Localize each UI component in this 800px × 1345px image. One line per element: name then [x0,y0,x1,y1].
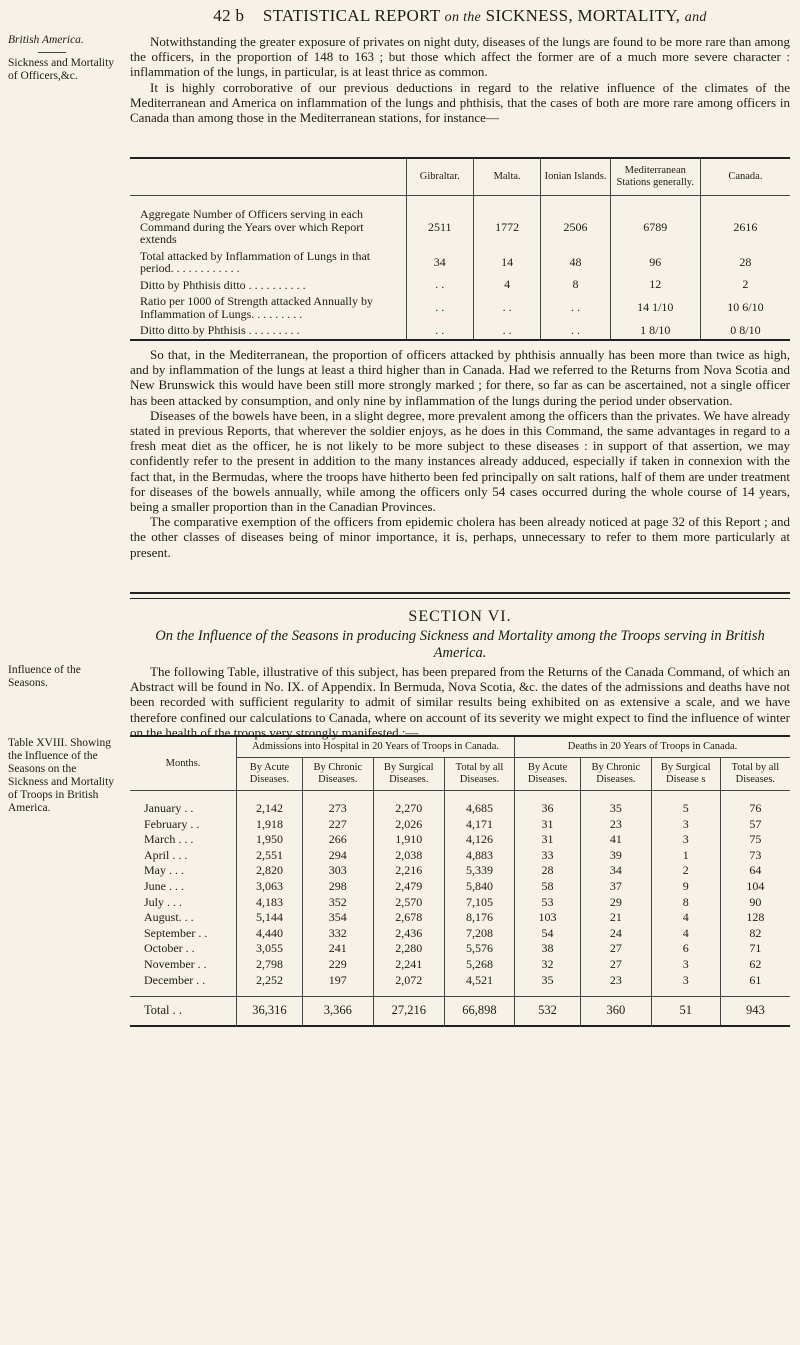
table-cell: 3 [651,832,720,848]
table2-sub-deaths-total: Total by all Diseases. [720,758,790,791]
table-cell: 4,183 [237,895,303,911]
total-cell: 66,898 [444,997,514,1026]
table-cell: 37 [581,879,652,895]
table1-corner [130,158,406,196]
table-cell: 31 [515,832,581,848]
table2-sub-acute: By Acute Diseases. [237,758,303,791]
table-cell: 33 [515,848,581,864]
table-cell: 294 [302,848,373,864]
table-cell: 54 [515,926,581,942]
table-cell: 1 [651,848,720,864]
table-cell: 5 [651,791,720,817]
paragraph-4: Diseases of the bowels have been, in a slight degree, more prevalent among the officers than the privates. We have already stated in previous Reports, that wherever the soldier enjoys, as he does in this Command, the same advantages in regard to a fresh meat diet as the officer, he is not likely to be more subject to these diseases : in support of that assertion, we may confidently refer to the present in addition to the many instances already adduced, especially if taken in connexion with the fact that, in the Bermudas, where the troops have hitherto been fed principally on salt rations, half of them are under treatment for diseases of the bowels annually, while among the officers only 54 cases occurred during the whole course of 14 years, being a smaller proportion than in the Canadian Provinces. [130,407,790,515]
running-header [130,6,790,26]
table-cell: 1,910 [373,832,444,848]
table-cell: 2616 [700,196,790,248]
table-cell: 41 [581,832,652,848]
margin-note-table18: Table XVIII. Showing the Influence of the Seasons on the Sickness and Mortality of Troops in British America. [8,737,115,814]
table-cell: . . [541,322,610,340]
table2-sub-deaths-chronic: By Chronic Diseases. [581,758,652,791]
table-cell: 197 [302,973,373,997]
paragraph-2: It is highly corroborative of our previous deductions in regard to the relative influence of the climates of the Mediterranean and America on inflammation of the lungs and phthisis, that the cases of both are more rare among officers in Canada than among those in the Mediterranean stations, for instance— [130,79,790,126]
month-label: March . . . [144,832,194,847]
margin-dash [38,52,66,53]
margin-note-officers: Sickness and Mortality of Officers,&c. [8,57,115,82]
section-para: The following Table, illustrative of this subject, has been prepared from the Returns of the Canada Command, of which an Abstract will be found in No. IX. of Appendix. In Bermuda, Nova Scotia, &c. the dates of the admissions and deaths have not been recorded with sufficient regularity to admit of similar results being exhibited on as extensive a scale, and we have therefore confined our calculations to Canada, where on account of its severity we might expect to find the influence of winter on the health of the troops very strongly manifested :— [130,664,790,740]
table-cell: 1,950 [237,832,303,848]
table-cell: 38 [515,941,581,957]
table-cell: 61 [720,973,790,997]
row-label: Ditto ditto by Phthisis . . . . . . . . . [140,323,300,337]
table1-header-canada: Canada. [700,158,790,196]
table-cell: 64 [720,863,790,879]
total-cell: 532 [515,997,581,1026]
table-cell: 2 [651,863,720,879]
table-row [130,791,790,817]
table-row [130,973,790,997]
table-cell: 48 [541,248,610,277]
table-cell: 2,072 [373,973,444,997]
table-cell: 8 [541,277,610,294]
table-row [130,863,790,879]
table-cell: 76 [720,791,790,817]
table-cell: 4,883 [444,848,514,864]
table-cell: 2511 [406,196,473,248]
table-cell: 3 [651,973,720,997]
table-cell: 3,055 [237,941,303,957]
table-cell: . . [541,293,610,322]
table-cell: 298 [302,879,373,895]
table-cell: 36 [515,791,581,817]
month-label: October . . [144,941,195,956]
table-cell: 6 [651,941,720,957]
table-cell: 4 [473,277,540,294]
month-label: May . . . [144,863,184,878]
month-label: December . . [144,972,206,987]
table-row [130,277,790,294]
table-cell: 8 [651,895,720,911]
total-label: Total . . [130,997,237,1026]
intro-paragraphs [130,34,790,125]
total-cell: 3,366 [302,997,373,1026]
table-cell: 273 [302,791,373,817]
table-cell: 90 [720,895,790,911]
table-cell: 96 [610,248,700,277]
table-cell: 75 [720,832,790,848]
total-row [130,997,790,1026]
table-cell: 104 [720,879,790,895]
table-cell: 35 [515,973,581,997]
table-cell: 2,241 [373,957,444,973]
table-row [130,817,790,833]
table-row [130,848,790,864]
table-cell: 29 [581,895,652,911]
total-cell: 51 [651,997,720,1026]
table-cell: 7,105 [444,895,514,911]
table-cell: 23 [581,973,652,997]
table-cell: 12 [610,277,700,294]
table-row [130,879,790,895]
table-cell: 2 [700,277,790,294]
table-cell: 352 [302,895,373,911]
table-cell: . . [473,322,540,340]
month-label: April . . . [144,847,188,862]
table-cell: 229 [302,957,373,973]
table2-deaths-header: Deaths in 20 Years of Troops in Canada. [515,736,790,758]
total-cell: 27,216 [373,997,444,1026]
table-cell: 4,171 [444,817,514,833]
month-label: July . . . [144,894,183,909]
table-cell: 82 [720,926,790,942]
table-cell: 4 [651,910,720,926]
table-row [130,322,790,340]
month-label: June . . . [144,878,184,893]
total-cell: 360 [581,997,652,1026]
table-cell: 34 [406,248,473,277]
row-label: Aggregate Number of Officers serving in each Command during the Years over which Report extends [140,207,364,246]
table1-header-mediterranean: Mediterranean Stations generally. [610,158,700,196]
table-cell: 57 [720,817,790,833]
table-row [130,957,790,973]
page-number: 42 b [213,6,245,25]
header-title-prefix: STATISTICAL REPORT [262,6,441,25]
margin-note-seasons: Influence of the Seasons. [8,664,81,689]
table-cell: 8,176 [444,910,514,926]
table-cell: 32 [515,957,581,973]
row-label: Ratio per 1000 of Strength attacked Annually by Inflammation of Lungs. . . . . . . . . [140,294,373,321]
row-label: Ditto by Phthisis ditto . . . . . . . . . . [140,277,306,292]
month-label: January . . [144,801,194,815]
table-cell: 73 [720,848,790,864]
table-cell: 2506 [541,196,610,248]
table-cell: 9 [651,879,720,895]
section-paragraph [130,664,790,740]
table-row [130,832,790,848]
table-cell: 2,142 [237,791,303,817]
table-cell: 2,038 [373,848,444,864]
table-cell: 332 [302,926,373,942]
table-cell: 39 [581,848,652,864]
table-cell: 2,436 [373,926,444,942]
section-title: SECTION VI. [408,608,512,625]
header-title-on: on the [444,10,482,25]
table-cell: 2,551 [237,848,303,864]
table-cell: 62 [720,957,790,973]
table-cell: 303 [302,863,373,879]
table-cell: 2,798 [237,957,303,973]
paragraph-3: So that, in the Mediterranean, the proportion of officers attacked by phthisis annually has been more than twice as high, and by inflammation of the lungs at least a third higher than in Canada. Had we referred to the Returns from Nova Scotia and New Brunswick this would have been still more strongly marked ; for there, so far as can be ascertained, not a single officer has been attacked by consumption, and only nine by inflammation of the lungs during the period under observation. [130,347,790,408]
table-cell: 128 [720,910,790,926]
table-cell: 21 [581,910,652,926]
paragraph-5: The comparative exemption of the officers from epidemic cholera has been already noticed at page 32 of this Report ; and the other classes of diseases being of minor importance, it is, perhaps, unnecessary to refer to them more particularly at present. [130,514,790,560]
officers-comparison-table [130,157,790,341]
month-label: September . . [144,925,208,940]
table-cell: 5,144 [237,910,303,926]
table-cell: . . [473,293,540,322]
month-label: February . . [144,816,200,831]
table-cell: 1 8/10 [610,322,700,340]
table-cell: 2,216 [373,863,444,879]
table-cell: 3,063 [237,879,303,895]
table-cell: 266 [302,832,373,848]
table1-header-ionian: Ionian Islands. [541,158,610,196]
table-row [130,895,790,911]
table-cell: 3 [651,817,720,833]
table-cell: 71 [720,941,790,957]
table-cell: 4,685 [444,791,514,817]
table-cell: 58 [515,879,581,895]
table-cell: 14 1/10 [610,293,700,322]
month-label: November . . [144,956,207,971]
table1-header-malta: Malta. [473,158,540,196]
table-cell: 354 [302,910,373,926]
row-label: Total attacked by Inflammation of Lungs in that period. . . . . . . . . . . . [140,248,371,275]
total-cell: 36,316 [237,997,303,1026]
table2-sub-surgical: By Surgical Diseases. [373,758,444,791]
table-cell: 5,339 [444,863,514,879]
table-cell: 1,918 [237,817,303,833]
discussion-paragraphs [130,347,790,560]
paragraph-1: Notwithstanding the greater exposure of privates on night duty, diseases of the lungs are found to be more rare than among the officers, in the proportion of 148 to 163 ; but those which affect the former are of a much more severe character : inflammation of the lungs, in particular, is at least thrice as common. [130,34,790,80]
table-cell: 5,840 [444,879,514,895]
table-cell: 53 [515,895,581,911]
table-cell: 6789 [610,196,700,248]
table-cell: 5,268 [444,957,514,973]
table-row [130,926,790,942]
table2-admissions-header: Admissions into Hospital in 20 Years of Troops in Canada. [237,736,515,758]
margin-region: British America. [8,34,84,46]
table-cell: 2,479 [373,879,444,895]
table-cell: 2,270 [373,791,444,817]
table-cell: 23 [581,817,652,833]
table2-months-header: Months. [130,736,237,791]
table-cell: 14 [473,248,540,277]
table-cell: . . [406,277,473,294]
table-row [130,910,790,926]
table-row [130,293,790,322]
table-cell: . . [406,293,473,322]
table-cell: 28 [700,248,790,277]
table-cell: 4 [651,926,720,942]
header-title-main: SICKNESS, MORTALITY, [485,6,681,25]
table-cell: 3 [651,957,720,973]
table-cell: 2,026 [373,817,444,833]
table-cell: 2,252 [237,973,303,997]
table-row [130,196,790,248]
table-cell: 10 6/10 [700,293,790,322]
table-cell: 2,820 [237,863,303,879]
table-cell: 1772 [473,196,540,248]
table-cell: 4,521 [444,973,514,997]
table-cell: 4,126 [444,832,514,848]
table-cell: 5,576 [444,941,514,957]
table-cell: 2,678 [373,910,444,926]
table-cell: 241 [302,941,373,957]
table2-sub-total: Total by all Diseases. [444,758,514,791]
table-cell: 35 [581,791,652,817]
section-rule [130,592,790,599]
table-cell: 4,440 [237,926,303,942]
table-cell: 27 [581,941,652,957]
seasons-table [130,735,790,1027]
month-label: August. . . [144,910,194,925]
table-cell: 34 [581,863,652,879]
table-cell: . . [406,322,473,340]
table-cell: 103 [515,910,581,926]
header-title-and: and [684,10,707,25]
table1-header-gibraltar: Gibraltar. [406,158,473,196]
table-row [130,248,790,277]
table-row [130,941,790,957]
table-cell: 28 [515,863,581,879]
section-subtitle: On the Influence of the Seasons in producing Sickness and Mortality among the Troops serving in British America. [155,628,765,661]
table-cell: 7,208 [444,926,514,942]
table-cell: 24 [581,926,652,942]
table2-sub-deaths-surgical: By Surgical Disease s [651,758,720,791]
table-cell: 0 8/10 [700,322,790,340]
table-cell: 31 [515,817,581,833]
total-cell: 943 [720,997,790,1026]
table-cell: 227 [302,817,373,833]
table2-sub-deaths-acute: By Acute Diseases. [515,758,581,791]
table-cell: 27 [581,957,652,973]
table2-sub-chronic: By Chronic Diseases. [302,758,373,791]
table-cell: 2,280 [373,941,444,957]
table-cell: 2,570 [373,895,444,911]
